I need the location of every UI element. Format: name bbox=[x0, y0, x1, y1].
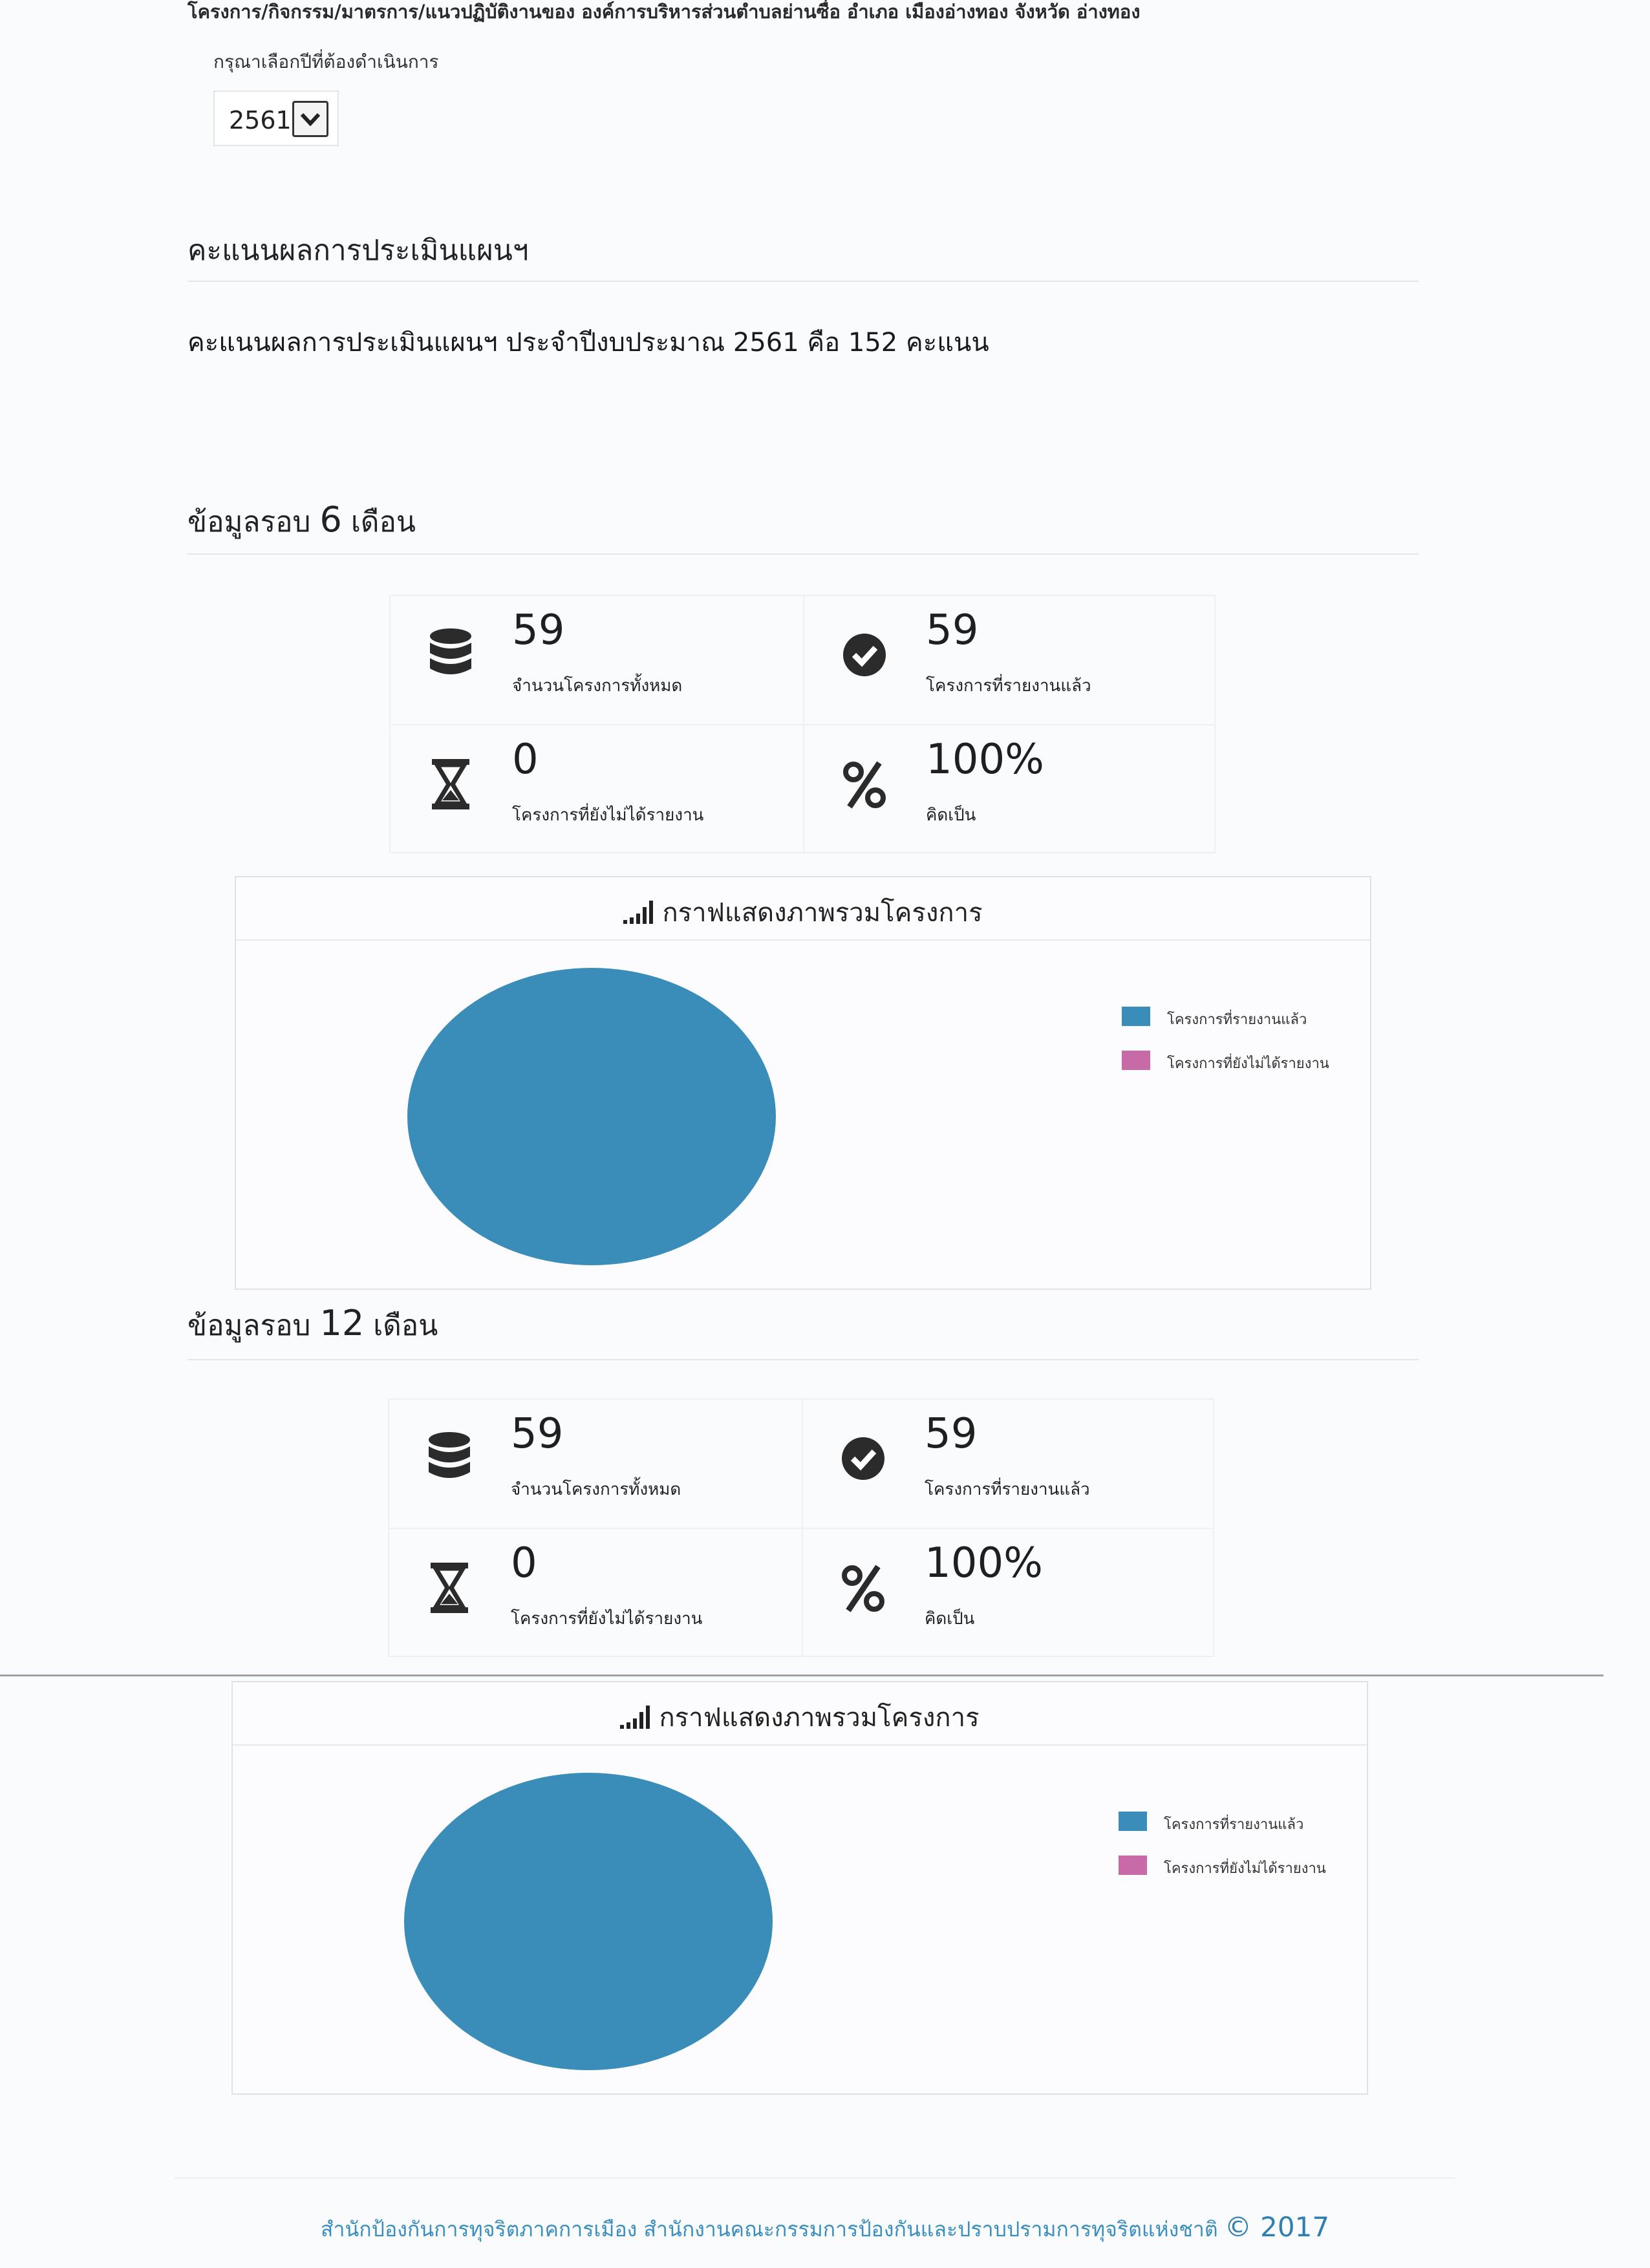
pie-slice-reported[interactable] bbox=[407, 968, 776, 1265]
legend-label: โครงการที่รายงานแล้ว bbox=[1167, 1012, 1307, 1028]
divider bbox=[188, 553, 1419, 555]
stat-caption: จำนวนโครงการทั้งหมด bbox=[511, 1480, 681, 1499]
round-12-stats bbox=[388, 1398, 1214, 1657]
page-seam bbox=[0, 1674, 1603, 1676]
legend-label: โครงการที่รายงานแล้ว bbox=[1164, 1817, 1304, 1833]
stat-caption: จำนวนโครงการทั้งหมด bbox=[512, 676, 683, 696]
percent-icon bbox=[839, 1559, 887, 1617]
percent-icon bbox=[841, 755, 888, 813]
pie-chart bbox=[398, 961, 786, 1272]
legend-swatch bbox=[1122, 1051, 1150, 1070]
stat-not-reported-projects bbox=[391, 725, 803, 853]
pie-chart bbox=[394, 1766, 782, 2077]
legend-swatch bbox=[1119, 1856, 1147, 1875]
chevron-down-icon[interactable] bbox=[292, 101, 328, 137]
footer-copyright: © 2017 bbox=[1224, 2211, 1330, 2243]
year-select[interactable] bbox=[213, 91, 339, 146]
stat-reported-projects bbox=[803, 1400, 1216, 1528]
stat-value: 100% bbox=[925, 1539, 1043, 1587]
stat-value: 59 bbox=[925, 1410, 978, 1458]
round-6-stats bbox=[389, 595, 1216, 853]
stat-caption: คิดเป็น bbox=[925, 1609, 975, 1629]
round-12-chart-panel bbox=[231, 1681, 1368, 2095]
round-12-title bbox=[188, 1303, 1416, 1348]
round-title-suffix: เดือน bbox=[350, 506, 416, 539]
legend-label: โครงการที่ยังไม่ได้รายงาน bbox=[1164, 1861, 1326, 1877]
stat-not-reported-projects bbox=[389, 1529, 802, 1657]
page-header-org-line: โครงการ/กิจกรรม/มาตรการ/แนวปฏิบัติงานของ องค์การบริหารส่วนตำบลย่านซื่อ อำเภอ เมืองอ่างทอง จังหวัด อ่างทอง bbox=[188, 1, 1141, 23]
stat-caption: โครงการที่ยังไม่ได้รายงาน bbox=[511, 1609, 703, 1629]
stat-value: 59 bbox=[926, 606, 979, 654]
stat-caption: โครงการที่ยังไม่ได้รายงาน bbox=[512, 806, 704, 825]
round-6-title bbox=[188, 499, 1416, 544]
round-title-suffix: เดือน bbox=[373, 1309, 438, 1342]
pie-slice-reported[interactable] bbox=[404, 1773, 773, 2070]
divider bbox=[188, 281, 1419, 282]
legend-swatch bbox=[1122, 1007, 1150, 1026]
stat-value: 59 bbox=[511, 1410, 564, 1458]
stat-percent bbox=[804, 725, 1217, 853]
stat-value: 0 bbox=[512, 736, 539, 784]
chart-title: กราฟแสดงภาพรวมโครงการ bbox=[659, 1703, 980, 1733]
stat-total-projects bbox=[391, 596, 803, 724]
stat-caption: โครงการที่รายงานแล้ว bbox=[926, 676, 1091, 696]
stat-reported-projects bbox=[804, 596, 1217, 724]
stat-value: 0 bbox=[511, 1539, 537, 1587]
divider bbox=[175, 2177, 1455, 2179]
stat-value: 59 bbox=[512, 606, 565, 654]
legend-swatch bbox=[1119, 1812, 1147, 1831]
stat-value: 100% bbox=[926, 736, 1044, 784]
database-icon bbox=[425, 1429, 473, 1488]
stat-caption: โครงการที่รายงานแล้ว bbox=[925, 1480, 1090, 1499]
stat-caption: คิดเป็น bbox=[926, 806, 976, 825]
check-circle-icon bbox=[839, 1429, 887, 1488]
database-icon bbox=[427, 626, 475, 684]
score-summary-text: คะแนนผลการประเมินแผนฯ ประจำปีงบประมาณ 2561 คือ 152 คะแนน bbox=[188, 328, 989, 358]
footer-text: สำนักป้องกันการทุจริตภาคการเมือง สำนักงานคณะกรรมการป้องกันและปราบปรามการทุจริตแห่งชาติ bbox=[320, 2217, 1218, 2241]
round-title-prefix: ข้อมูลรอบ bbox=[188, 506, 311, 539]
check-circle-icon bbox=[841, 626, 888, 684]
divider bbox=[188, 1359, 1419, 1360]
round-months: 12 bbox=[319, 1303, 365, 1343]
hourglass-icon bbox=[427, 755, 475, 813]
year-selector-label: กรุณาเลือกปีที่ต้องดำเนินการ bbox=[213, 51, 439, 72]
score-section-title: คะแนนผลการประเมินแผนฯ bbox=[188, 234, 529, 267]
stat-percent bbox=[803, 1529, 1216, 1657]
round-title-prefix: ข้อมูลรอบ bbox=[188, 1309, 311, 1342]
round-months: 6 bbox=[319, 499, 342, 540]
legend-label: โครงการที่ยังไม่ได้รายงาน bbox=[1167, 1056, 1329, 1072]
signal-bars-icon bbox=[623, 901, 654, 924]
stat-total-projects bbox=[389, 1400, 802, 1528]
year-select-value: 2561 bbox=[229, 106, 292, 134]
footer bbox=[0, 2211, 1650, 2246]
hourglass-icon bbox=[425, 1559, 473, 1617]
chart-title: กราฟแสดงภาพรวมโครงการ bbox=[662, 898, 983, 928]
signal-bars-icon bbox=[620, 1706, 651, 1729]
round-6-chart-panel bbox=[235, 876, 1371, 1290]
